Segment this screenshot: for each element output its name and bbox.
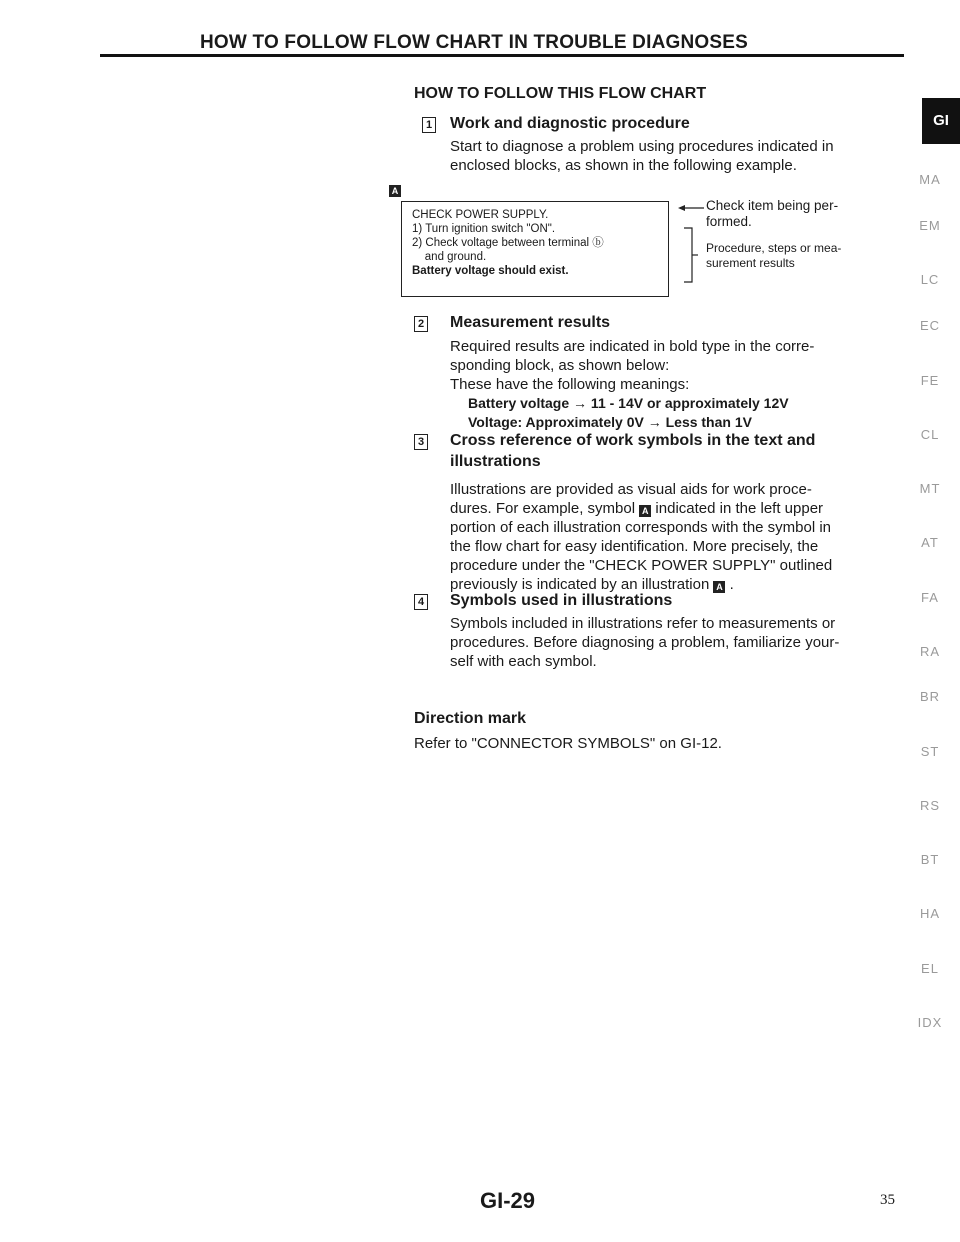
note-2-line-1: Procedure, steps or mea- bbox=[706, 241, 842, 255]
side-tab-gi-active[interactable]: GI bbox=[922, 98, 960, 144]
step-2-number: 2 bbox=[414, 316, 428, 332]
side-tab-ha[interactable]: HA bbox=[919, 906, 941, 921]
side-tab-idx[interactable]: IDX bbox=[917, 1015, 943, 1030]
step-2-line-2: sponding block, as shown below: bbox=[450, 357, 670, 374]
box-line-3: 2) Check voltage between terminal ⓑ bbox=[412, 237, 604, 249]
step-3-line-2-a: dures. For example, symbol bbox=[450, 500, 636, 517]
side-tab-lc[interactable]: LC bbox=[920, 272, 940, 287]
step-2-line-3: These have the following meanings: bbox=[450, 376, 690, 393]
note-check-item bbox=[706, 198, 838, 230]
step-2-line-1: Required results are indicated in bold type in the corre- bbox=[450, 338, 815, 355]
step-3-number: 3 bbox=[414, 434, 428, 450]
step-3-line-1: Illustrations are provided as visual aids for work proce- bbox=[450, 481, 812, 498]
step-3-line-6: previously is indicated by an illustration A . bbox=[450, 576, 734, 593]
note-2-line-2: surement results bbox=[706, 256, 795, 270]
box-line-2: 1) Turn ignition switch "ON". bbox=[412, 223, 556, 235]
step-3-line-3: portion of each illustration corresponds with the symbol in bbox=[450, 519, 832, 536]
direction-mark-heading: Direction mark bbox=[414, 710, 527, 727]
step-2-bold-1: Battery voltage → 11 - 14V or approximately 12V bbox=[468, 395, 789, 411]
bracket bbox=[684, 228, 692, 282]
step-4-line-3: self with each symbol. bbox=[450, 653, 597, 670]
step-2-bold-2: Voltage: Approximately 0V → Less than 1V bbox=[468, 414, 752, 430]
box-line-1: CHECK POWER SUPPLY. bbox=[412, 209, 549, 221]
page-header-title: HOW TO FOLLOW FLOW CHART IN TROUBLE DIAGNOSES bbox=[200, 32, 748, 53]
step-4-line-1: Symbols included in illustrations refer to measurements or bbox=[450, 615, 836, 632]
side-tab-fe[interactable]: FE bbox=[920, 373, 940, 388]
side-tab-st[interactable]: ST bbox=[920, 744, 940, 759]
step-3-heading-1: Cross reference of work symbols in the text and bbox=[450, 432, 816, 449]
step-1-line-1: Start to diagnose a problem using procedures indicated in bbox=[450, 138, 834, 155]
side-tab-em[interactable]: EM bbox=[919, 218, 941, 233]
step-3-line-2 bbox=[450, 499, 823, 518]
side-tab-br[interactable]: BR bbox=[919, 689, 941, 704]
step-3-line-5: procedure under the "CHECK POWER SUPPLY" outlined bbox=[450, 557, 833, 574]
side-tab-ra[interactable]: RA bbox=[919, 644, 941, 659]
note-1-line-2: formed. bbox=[706, 214, 752, 229]
box-bold-line: Battery voltage should exist. bbox=[412, 265, 569, 277]
step-1-heading: Work and diagnostic procedure bbox=[450, 115, 690, 132]
side-tab-ma[interactable]: MA bbox=[919, 172, 941, 187]
step-3-line-2-b: indicated in the left upper bbox=[655, 500, 824, 517]
step-2-heading: Measurement results bbox=[450, 314, 611, 331]
step-3-line-4: the flow chart for easy identification. More precisely, the bbox=[450, 538, 819, 555]
side-tab-bt[interactable]: BT bbox=[920, 852, 940, 867]
side-tab-el[interactable]: EL bbox=[921, 961, 939, 976]
step-4-line-2: procedures. Before diagnosing a problem, familiarize your- bbox=[450, 634, 840, 651]
step-1-number: 1 bbox=[422, 117, 436, 133]
symbol-a-inline-2: A bbox=[713, 581, 725, 593]
step-3-heading-2: illustrations bbox=[450, 453, 541, 470]
step-4-heading: Symbols used in illustrations bbox=[450, 592, 673, 609]
side-tab-at[interactable]: AT bbox=[921, 535, 939, 550]
side-tab-mt[interactable]: MT bbox=[919, 481, 941, 496]
step-1-line-2: enclosed blocks, as shown in the following example. bbox=[450, 157, 797, 174]
example-marker bbox=[389, 180, 401, 198]
page-number: 35 bbox=[880, 1192, 895, 1208]
page-code: GI-29 bbox=[480, 1188, 536, 1213]
section-title: HOW TO FOLLOW THIS FLOW CHART bbox=[414, 85, 707, 102]
symbol-a-inline-1: A bbox=[639, 505, 651, 517]
box-line-4: and ground. bbox=[412, 251, 487, 263]
step-4-number: 4 bbox=[414, 594, 428, 610]
arrow-head bbox=[678, 205, 685, 211]
side-tab-cl[interactable]: CL bbox=[920, 427, 940, 442]
step-3-last-line: previously is indicated by an illustration bbox=[450, 576, 710, 593]
header-rule bbox=[100, 54, 904, 57]
side-tab-rs[interactable]: RS bbox=[919, 798, 941, 813]
direction-mark-text: Refer to "CONNECTOR SYMBOLS" on GI-12. bbox=[414, 735, 722, 752]
side-tab-fa[interactable]: FA bbox=[921, 590, 939, 605]
example-procedure-box bbox=[401, 201, 669, 297]
note-1-line-1: Check item being per- bbox=[706, 198, 839, 213]
side-tab-ec[interactable]: EC bbox=[919, 318, 941, 333]
note-procedure bbox=[706, 241, 841, 271]
symbol-a-marker: A bbox=[389, 185, 401, 197]
